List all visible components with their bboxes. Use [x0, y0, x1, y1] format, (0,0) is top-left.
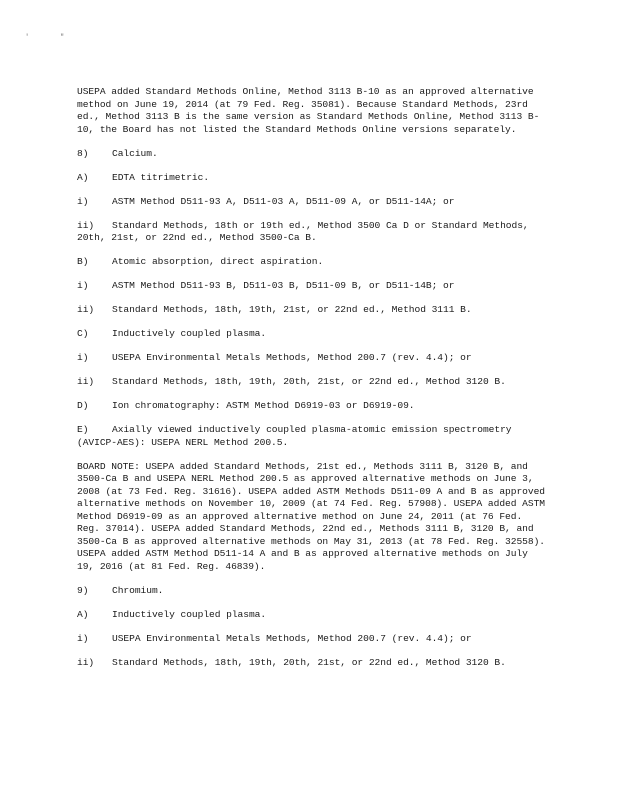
item-number: 9): [77, 584, 89, 596]
item-number: ii): [77, 656, 95, 668]
list-item: [77, 376, 547, 389]
list-item: [77, 148, 547, 161]
item-text: Inductively coupled plasma.: [112, 328, 267, 339]
list-item: [77, 633, 547, 646]
item-text: Chromium.: [112, 584, 164, 596]
list-item: [77, 609, 547, 622]
item-number: ii): [77, 219, 95, 231]
item-text: USEPA Environmental Metals Methods, Method 200.7 (rev. 4.4); or: [112, 352, 472, 363]
item-number: i): [77, 632, 89, 644]
item-number: D): [77, 400, 89, 411]
item-text: Axially viewed inductively coupled plasma-atomic emission spectrometry (AVICP-AES): USEPA NERL Method 200.5.: [77, 424, 512, 448]
list-item: [77, 352, 547, 365]
item-number: i): [77, 352, 89, 363]
item-number: i): [77, 195, 89, 207]
list-item: [77, 424, 547, 449]
item-number: A): [77, 608, 89, 620]
list-item: [77, 328, 547, 341]
list-item: [77, 172, 547, 185]
list-item: [77, 304, 547, 317]
item-text: Standard Methods, 18th, 19th, 20th, 21st, or 22nd ed., Method 3120 B.: [112, 376, 506, 387]
item-text: EDTA titrimetric.: [112, 171, 210, 183]
item-text: ASTM Method D511-93 A, D511-03 A, D511-09 A, or D511-14A; or: [112, 195, 455, 207]
item-number: ii): [77, 376, 95, 387]
item-text: Inductively coupled plasma.: [112, 608, 267, 620]
item-number: A): [77, 171, 89, 183]
scan-mark: ': [25, 34, 30, 42]
item-text: Calcium.: [112, 147, 158, 159]
item-number: E): [77, 424, 89, 435]
item-text: USEPA Environmental Metals Methods, Method 200.7 (rev. 4.4); or: [112, 632, 472, 644]
list-item: [77, 400, 547, 413]
intro-paragraph: USEPA added Standard Methods Online, Method 3113 B-10 as an approved alternative method on June 19, 2014 (at 79 Fed. Reg. 35081). Because Standard Methods, 23rd ed., Method 3113 B is the same version as Standard Methods Online, Method 3113 B-10, the Board has not listed the Standard Methods Online versions separately.: [77, 86, 540, 135]
item-text: Atomic absorption, direct aspiration.: [112, 256, 324, 267]
board-note: BOARD NOTE: USEPA added Standard Methods, 21st ed., Methods 3111 B, 3120 B, and 3500-Ca B and USEPA NERL Method 200.5 as approved alternative methods on June 3, 2008 (at 73 Fed. Reg. 31616). USEPA added ASTM Methods D511-09 A and B as approved alternative methods on November 10, 2009 (at 74 Fed. Reg. 57908). USEPA added ASTM Method D6919-09 as an approved alternative method on June 24, 2011 (at 76 Fed. Reg. 37014). USEPA added Standard Methods, 22nd ed., Methods 3111 B, 3120 B, and 3500-Ca B as approved alternative methods on May 31, 2013 (at 78 Fed. Reg. 32558). USEPA added ASTM Method D511-14 A and B as approved alternative methods on July 19, 2016 (at 81 Fed. Reg. 46839).: [77, 460, 545, 572]
list-item: [77, 196, 547, 209]
item-number: 8): [77, 147, 89, 159]
list-item: [77, 657, 547, 670]
item-text: Ion chromatography: ASTM Method D6919-03 or D6919-09.: [112, 400, 415, 411]
item-number: i): [77, 280, 89, 291]
item-text: Standard Methods, 18th, 19th, 21st, or 22nd ed., Method 3111 B.: [112, 304, 472, 315]
scan-mark: ": [60, 34, 65, 42]
list-item: [77, 256, 547, 269]
list-item: [77, 280, 547, 293]
item-number: C): [77, 328, 89, 339]
item-number: B): [77, 256, 89, 267]
item-number: ii): [77, 304, 95, 315]
item-text: ASTM Method D511-93 B, D511-03 B, D511-09 B, or D511-14B; or: [112, 280, 455, 291]
item-text: Standard Methods, 18th, 19th, 20th, 21st, or 22nd ed., Method 3120 B.: [112, 656, 506, 668]
item-text: Standard Methods, 18th or 19th ed., Method 3500 Ca D or Standard Methods, 20th, 21st, or 22nd ed., Method 3500-Ca B.: [77, 219, 529, 243]
document-body: [77, 86, 547, 681]
list-item: [77, 585, 547, 598]
list-item: [77, 220, 547, 245]
